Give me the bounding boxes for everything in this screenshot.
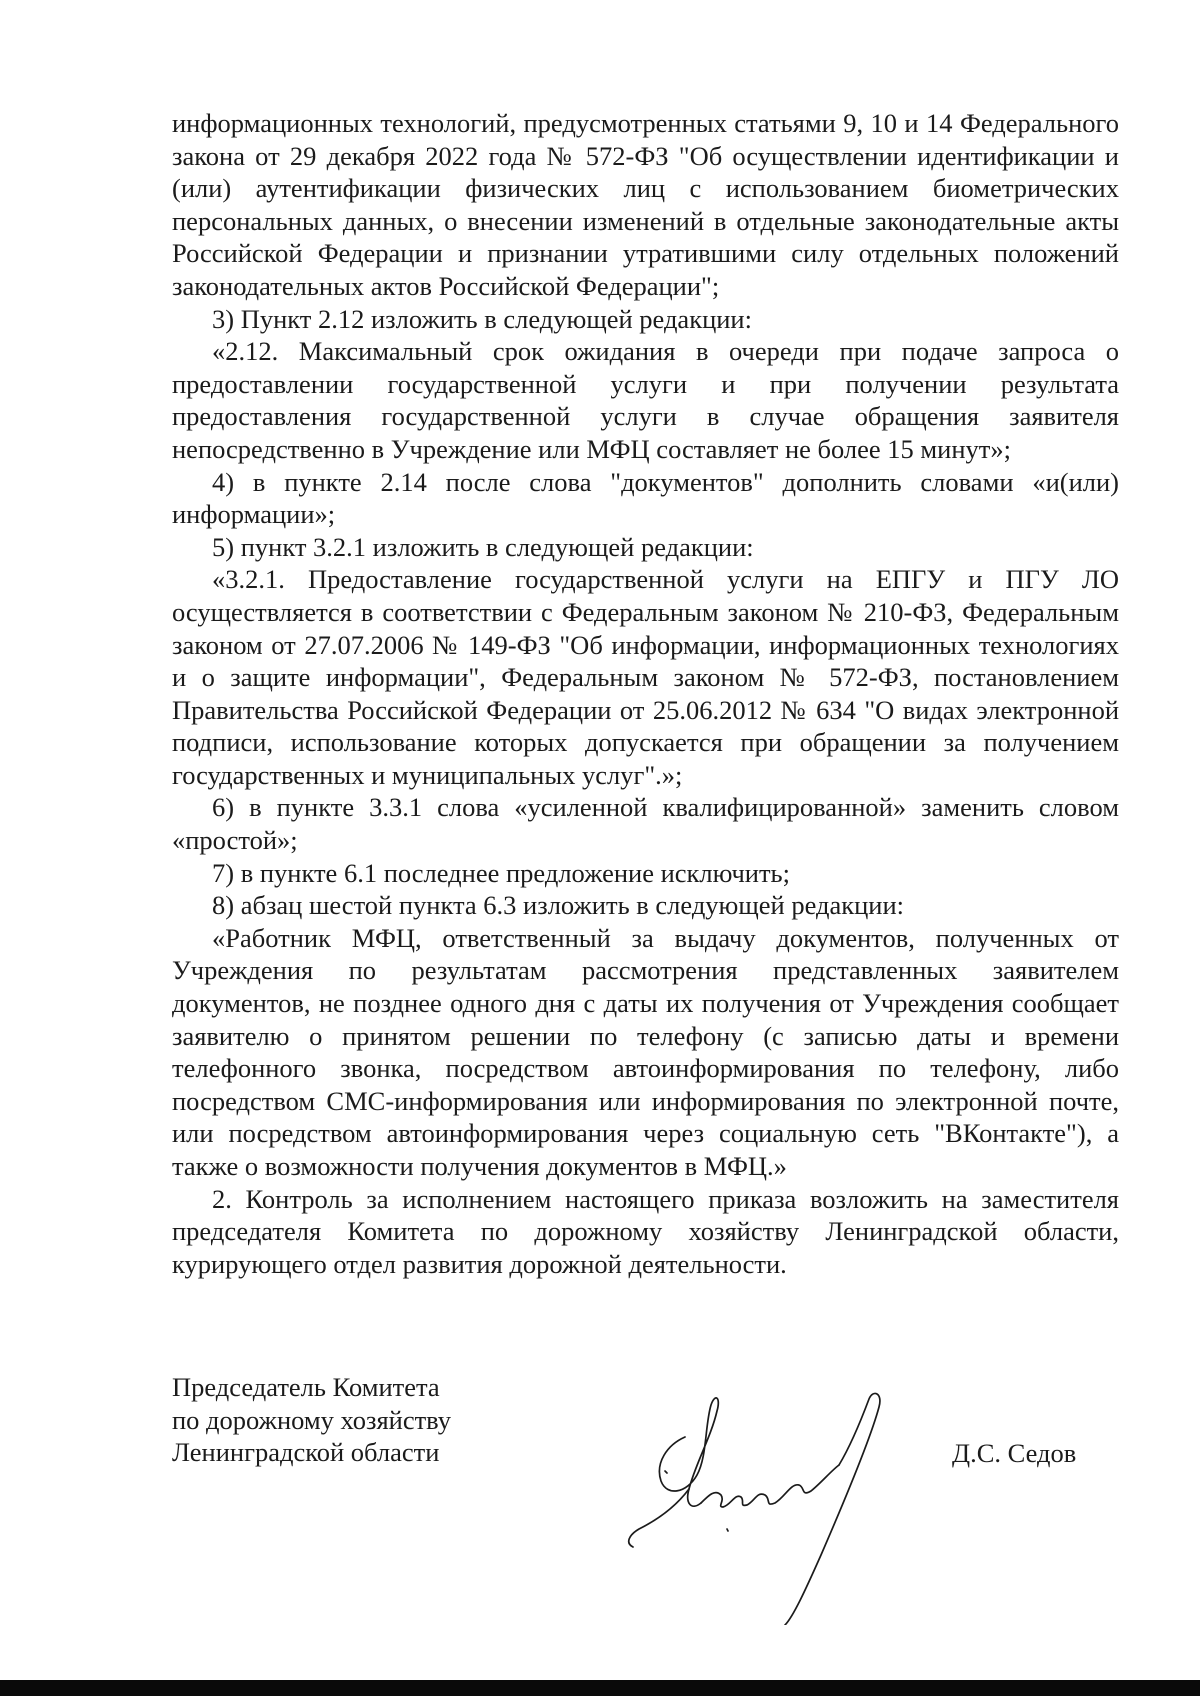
signatory-name: Д.С. Седов	[952, 1438, 1077, 1468]
signatory-title-line-1: Председатель Комитета	[172, 1372, 440, 1402]
signatory-title-line-2: по дорожному хозяйству	[172, 1404, 452, 1435]
paragraph-item-4: 4) в пункте 2.14 после слова "документов" дополнить словами «и(или) информации»;	[172, 466, 1119, 530]
signatory-title-line-3: Ленинградской области	[172, 1437, 440, 1468]
paragraph-control-clause: 2. Контроль за исполнением настоящего приказа возложить на заместителя председателя Комитета по дорожному хозяйству Ленинградской области, курирующего отдел развития дорожной деятельности.	[172, 1183, 1119, 1279]
paragraph-item-7: 7) в пункте 6.1 последнее предложение исключить;	[212, 857, 790, 888]
paragraph-item-6: 6) в пункте 3.3.1 слова «усиленной квалифицированной» заменить словом «простой»;	[172, 792, 1119, 856]
paragraph-clause-3-2-1: «3.2.1. Предоставление государственной услуги на ЕПГУ и ПГУ ЛО осуществляется в соответствии с Федеральным законом № 210-ФЗ, Федеральным законом от 27.07.2006 № 149-ФЗ "Об информации, информационных технологиях и о защите информации", Федеральным законом № 572-ФЗ, постановлением Правительства Российской Федерации от 25.06.2012 № 634 "О видах электронной подписи, использование которых допускается при обращении за получением государственных и муниципальных услуг".»;	[172, 564, 1119, 790]
signatory-title	[172, 1371, 451, 1469]
paragraph-item-8: 8) абзац шестой пункта 6.3 изложить в следующей редакции:	[212, 890, 905, 921]
paragraph-mfc-worker-clause: «Работник МФЦ, ответственный за выдачу документов, полученных от Учреждения по результатам рассмотрения представленных заявителем документов, не позднее одного дня с даты их получения от Учреждения сообщает заявителю о принятом решении по телефону (с записью даты и времени телефонного звонка, посредством автоинформирования по телефону, либо посредством СМС-информирования или информирования по электронной почте, или посредством автоинформирования через социальную сеть "ВКонтакте"), а также о возможности получения документов в МФЦ.»	[172, 922, 1119, 1181]
handwritten-signature	[625, 1385, 955, 1625]
paragraph-clause-2-12: «2.12. Максимальный срок ожидания в очереди при подаче запроса о предоставлении государственной услуги и при получении результата предоставления государственной услуги в случае обращения заявителя непосредственно в Учреждение или МФЦ составляет не более 15 минут»;	[172, 336, 1119, 464]
paragraph-biometrics-continuation: информационных технологий, предусмотренных статьями 9, 10 и 14 Федерального закона от 29 декабря 2022 года № 572-ФЗ "Об осуществлении идентификации и (или) аутентификации физических лиц с использованием биометрических персональных данных, о внесении изменений в отдельные законодательные акты Российской Федерации и признании утратившими силу отдельных положений законодательных актов Российской Федерации";	[172, 108, 1119, 301]
document-body	[172, 107, 1119, 1280]
paragraph-item-3: 3) Пункт 2.12 изложить в следующей редакции:	[212, 303, 752, 334]
paragraph-item-5: 5) пункт 3.2.1 изложить в следующей редакции:	[212, 531, 754, 562]
scan-bottom-edge	[0, 1680, 1200, 1696]
